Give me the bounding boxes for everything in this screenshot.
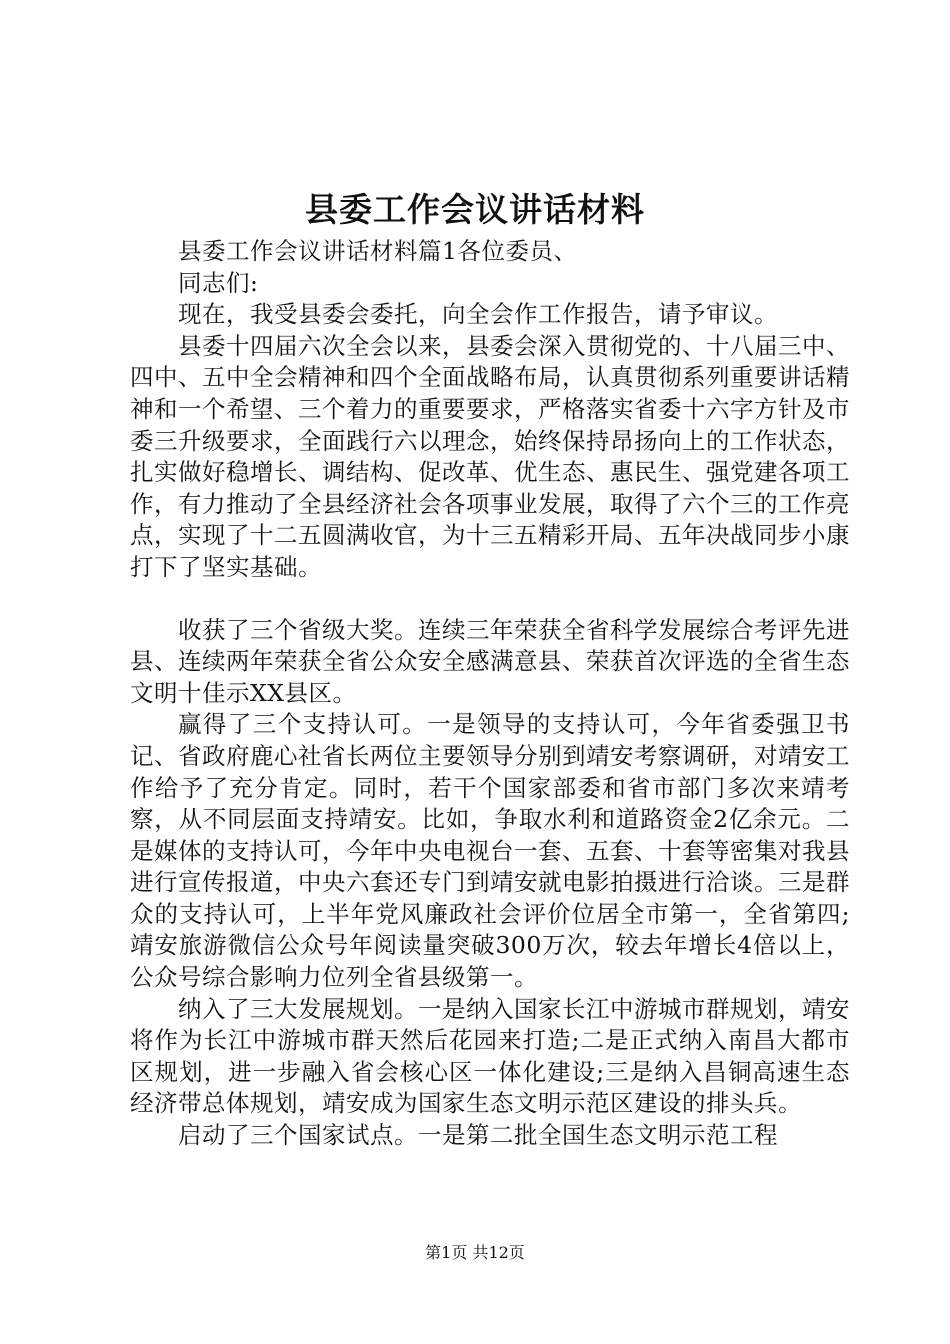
paragraph-plans: 纳入了三大发展规划。一是纳入国家长江中游城市群规划，靖安将作为长江中游城市群天然后花园来打造;二是正式纳入南昌大都市区规划，进一步融入省会核心区一体化建设;三是纳入昌铜高速生态经济带总体规划，靖安成为国家生态文明示范区建设的排头兵。 [130,994,850,1118]
paragraph-summary: 县委十四届六次全会以来，县委会深入贯彻党的、十八届三中、四中、五中全会精神和四个全面战略布局，认真贯彻系列重要讲话精神和一个希望、三个着力的重要要求，严格落实省委十六字方针及市委三升级要求，全面践行六以理念，始终保持昂扬向上的工作状态，扎实做好稳增长、调结构、促改革、优生态、惠民生、强党建各项工作，有力推动了全县经济社会各项事业发展，取得了六个三的工作亮点，实现了十二五圆满收官，为十三五精彩开局、五年决战同步小康打下了坚实基础。 [130,331,850,581]
paragraph-gap [130,584,850,615]
paragraph-support: 赢得了三个支持认可。一是领导的支持认可，今年省委强卫书记、省政府鹿心社省长两位主要领导分别到靖安考察调研，对靖安工作给予了充分肯定。同时，若干个国家部委和省市部门多次来靖考察，从不同层面支持靖安。比如，争取水利和道路资金2亿余元。二是媒体的支持认可，今年中央电视台一套、五套、十套等密集对我县进行宣传报道，中央六套还专门到靖安就电影拍摄进行洽谈。三是群众的支持认可，上半年党风廉政社会评价位居全市第一，全省第四;靖安旅游微信公众号年阅读量突破300万次，较去年增长4倍以上，公众号综合影响力位列全省县级第一。 [130,710,850,992]
paragraph-intro: 现在，我受县委会委托，向全会作工作报告，请予审议。 [178,300,778,329]
paragraph-awards: 收获了三个省级大奖。连续三年荣获全省科学发展综合考评先进县、连续两年荣获全省公众安全感满意县、荣获首次评选的全省生态文明十佳示XX县区。 [130,615,850,707]
paragraph-pilots: 启动了三个国家试点。一是第二批全国生态文明示范工程 [178,1121,778,1150]
document-title: 县委工作会议讲话材料 [305,190,645,229]
document-body [130,236,850,1152]
paragraph-salutation: 同志们: [178,268,259,297]
paragraph-greeting: 县委工作会议讲话材料篇1各位委员、 [178,237,578,265]
page-number-footer: 第1页 共12页 [425,1243,525,1262]
